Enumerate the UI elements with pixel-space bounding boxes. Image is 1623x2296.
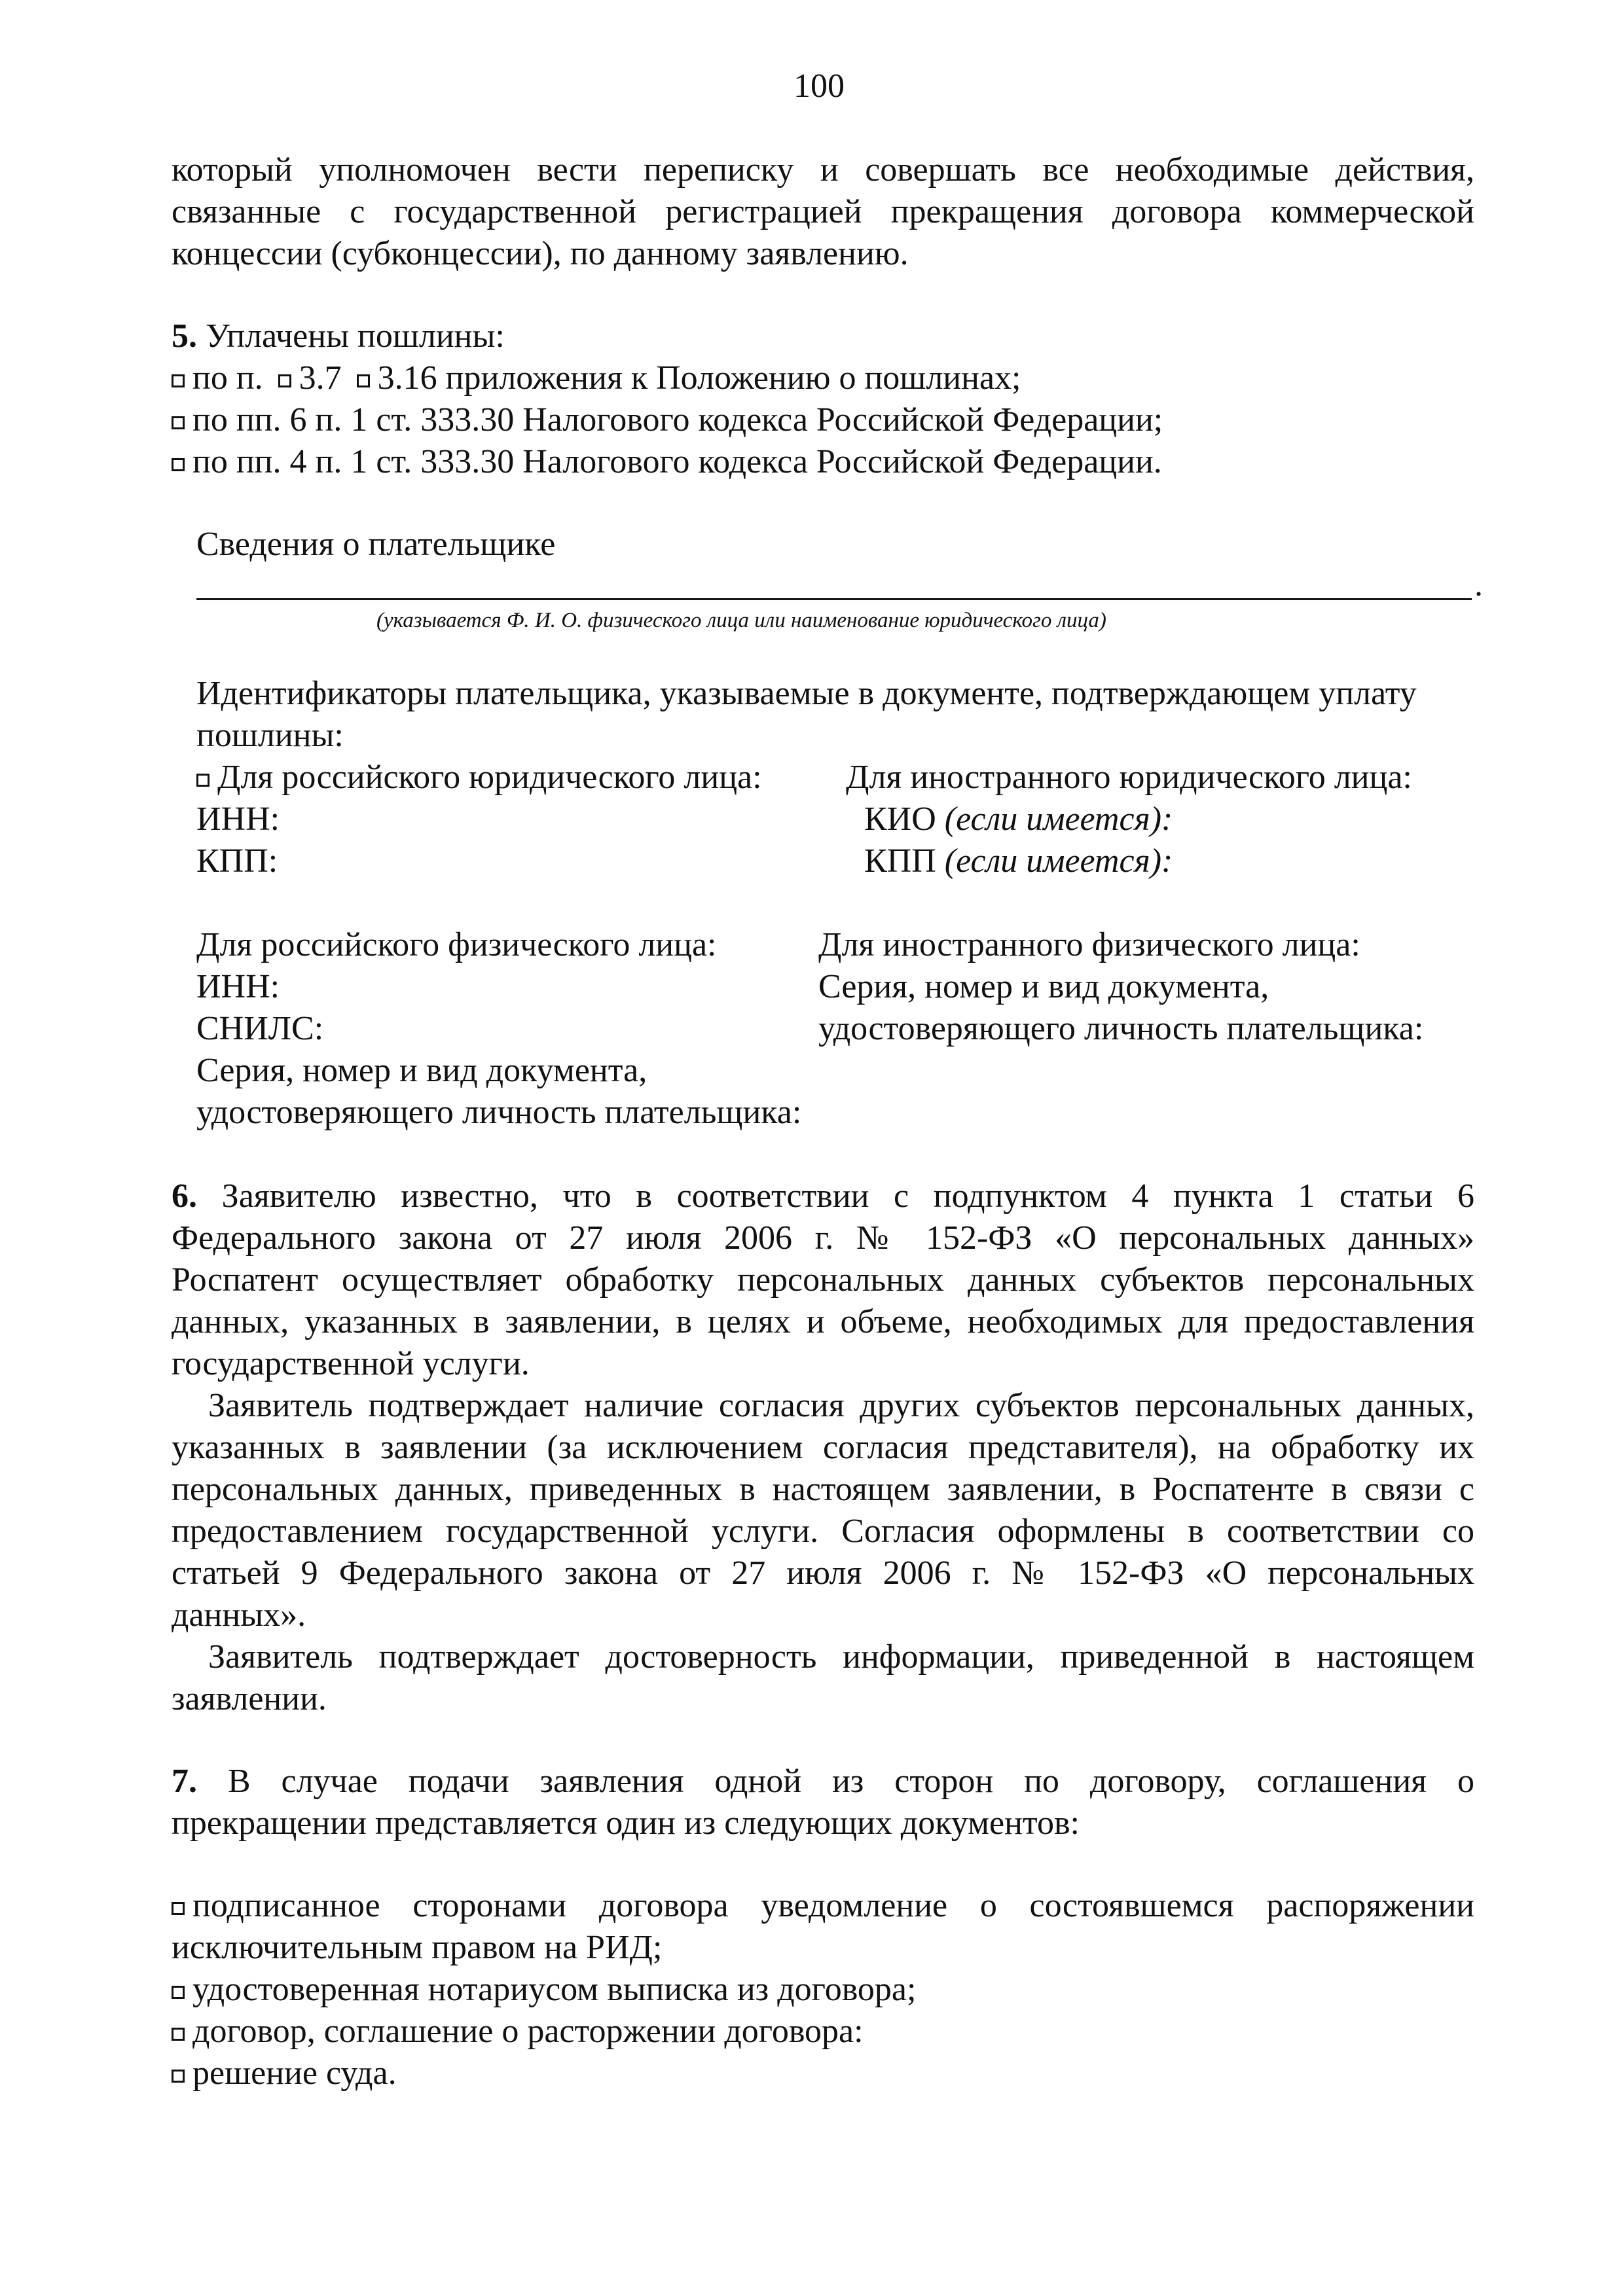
foreign-legal-kpp (864, 840, 1173, 882)
fee-option-3-label: по пп. 4 п. 1 ст. 333.30 Налогового кодекса Российской Федерации. (192, 443, 1162, 480)
section-6-number: 6. (172, 1177, 197, 1215)
section-6-line-1-text: Заявителю известно, что в соответствии с подпунктом 4 пункта 1 статьи 6 (221, 1177, 1474, 1215)
ru-person-doc-identity: удостоверяющего личность плательщика: (196, 1094, 802, 1131)
fee-option-3-7-checkbox[interactable] (278, 374, 291, 387)
intro-line-1: который уполномочен вести переписку и совершать все необходимые действия, (172, 151, 1474, 188)
ru-legal-kpp: КПП: (196, 842, 278, 880)
fee-option-3-16-label: 3.16 приложения к Положению о пошлинах; (377, 359, 1021, 397)
section-6-line-1 (172, 1175, 1474, 1217)
foreign-person-doc-series: Серия, номер и вид документа, (818, 968, 1269, 1005)
doc-option-1-checkbox[interactable] (172, 1902, 185, 1915)
section-6-line-5: государственной услуги. (172, 1345, 530, 1382)
section-6-line-2: Федерального закона от 27 июля 2006 г. № 152-ФЗ «О персональных данных» (172, 1219, 1474, 1257)
ru-legal-entity (196, 757, 762, 798)
payer-ids-line-1: Идентификаторы плательщика, указываемые в документе, подтверждающем уплату (196, 675, 1417, 712)
ru-legal-entity-label: Для российского юридического лица: (217, 759, 762, 796)
kio-label: КИО (864, 800, 936, 838)
section-7-line-2: прекращении представляется один из следующих документов: (172, 1804, 1080, 1842)
doc-option-1-line-1: подписанное сторонами договора уведомление о состоявшемся распоряжении (192, 1887, 1474, 1924)
kpp-if-exists: (если имеется): (944, 842, 1173, 880)
section-7-number: 7. (172, 1763, 197, 1800)
fee-option-3-checkbox[interactable] (172, 458, 185, 471)
fee-option-3 (172, 441, 1162, 483)
kio-if-exists: (если имеется): (944, 800, 1173, 838)
fee-option-2-checkbox[interactable] (172, 416, 185, 429)
section-5-heading (172, 315, 505, 357)
section-6-line-3: Роспатент осуществляет обработку персональных данных субъектов персональных (172, 1261, 1474, 1299)
section-6-p2-line-3: персональных данных, приведенных в настоящем заявлении, в Роспатенте в связи с (172, 1471, 1474, 1508)
payer-info-label: Сведения о плательщике (196, 526, 556, 563)
doc-option-1 (172, 1885, 1474, 1927)
fee-option-1-prefix: по п. (192, 359, 263, 397)
fee-option-2 (172, 399, 1163, 441)
payer-name-line[interactable] (196, 598, 1472, 600)
doc-option-2 (172, 1969, 916, 2011)
section-6-p3-line-1: Заявитель подтверждает достоверность информации, приведенной в настоящем (208, 1638, 1474, 1676)
ru-legal-inn: ИНН: (196, 800, 280, 838)
foreign-person-doc-identity: удостоверяющего личность плательщика: (818, 1010, 1424, 1047)
ru-person-inn: ИНН: (196, 968, 280, 1005)
payer-line-dot: . (1474, 566, 1483, 603)
intro-line-3: концессии (субконцессии), по данному заявлению. (172, 235, 909, 272)
section-6-p2-line-2: указанных в заявлении (за исключением согласия представителя), на обработку их (172, 1429, 1474, 1466)
page-number: 100 (793, 67, 845, 105)
doc-option-3-label: договор, соглашение о расторжении договора: (192, 2013, 864, 2050)
kpp-label: КПП (864, 842, 936, 880)
doc-option-2-label: удостоверенная нотариусом выписка из договора; (192, 1971, 917, 2008)
section-6-line-4: данных, указанных в заявлении, в целях и объеме, необходимых для предоставления (172, 1303, 1474, 1340)
section-6-p3-line-2: заявлении. (172, 1680, 327, 1717)
section-5-title: Уплачены пошлины: (206, 317, 505, 355)
fee-option-3-7-label: 3.7 (299, 359, 342, 397)
section-7-line-1 (172, 1761, 1474, 1803)
payer-hint: (указывается Ф. И. О. физического лица или наименование юридического лица) (376, 609, 1106, 632)
ru-legal-entity-checkbox[interactable] (196, 774, 210, 787)
doc-option-4 (172, 2053, 397, 2094)
ru-person-doc-series: Серия, номер и вид документа, (196, 1052, 647, 1089)
doc-option-3 (172, 2011, 864, 2053)
doc-option-2-checkbox[interactable] (172, 1986, 185, 1999)
intro-line-2: связанные с государственной регистрацией прекращения договора коммерческой (172, 193, 1474, 230)
doc-option-4-label: решение суда. (192, 2054, 397, 2092)
section-7-line-1-text: В случае подачи заявления одной из сторон по договору, соглашения о (227, 1763, 1474, 1800)
doc-option-4-checkbox[interactable] (172, 2070, 185, 2083)
section-5-number: 5. (172, 317, 197, 355)
foreign-legal-kio (864, 798, 1173, 840)
ru-person-label: Для российского физического лица: (196, 926, 717, 963)
doc-option-3-checkbox[interactable] (172, 2028, 185, 2041)
fee-option-1-checkbox[interactable] (172, 374, 185, 387)
payer-ids-line-2: пошлины: (196, 717, 344, 754)
section-6-p2-line-5: статьей 9 Федерального закона от 27 июля 2006 г. № 152-ФЗ «О персональных (172, 1554, 1474, 1592)
ru-person-snils: СНИЛС: (196, 1010, 324, 1047)
doc-option-1-line-2: исключительным правом на РИД; (172, 1929, 663, 1966)
foreign-person-label: Для иностранного физического лица: (818, 926, 1360, 963)
fee-option-3-16-checkbox[interactable] (357, 374, 370, 387)
fee-option-1 (172, 357, 1021, 399)
section-6-p2-line-1: Заявитель подтверждает наличие согласия других субъектов персональных данных, (208, 1387, 1474, 1424)
section-6-p2-line-4: предоставлением государственной услуги. Согласия оформлены в соответствии со (172, 1513, 1474, 1550)
fee-option-2-label: по пп. 6 п. 1 ст. 333.30 Налогового кодекса Российской Федерации; (192, 401, 1163, 439)
section-6-p2-line-6: данных». (172, 1596, 306, 1634)
foreign-legal-entity-label: Для иностранного юридического лица: (846, 759, 1412, 796)
